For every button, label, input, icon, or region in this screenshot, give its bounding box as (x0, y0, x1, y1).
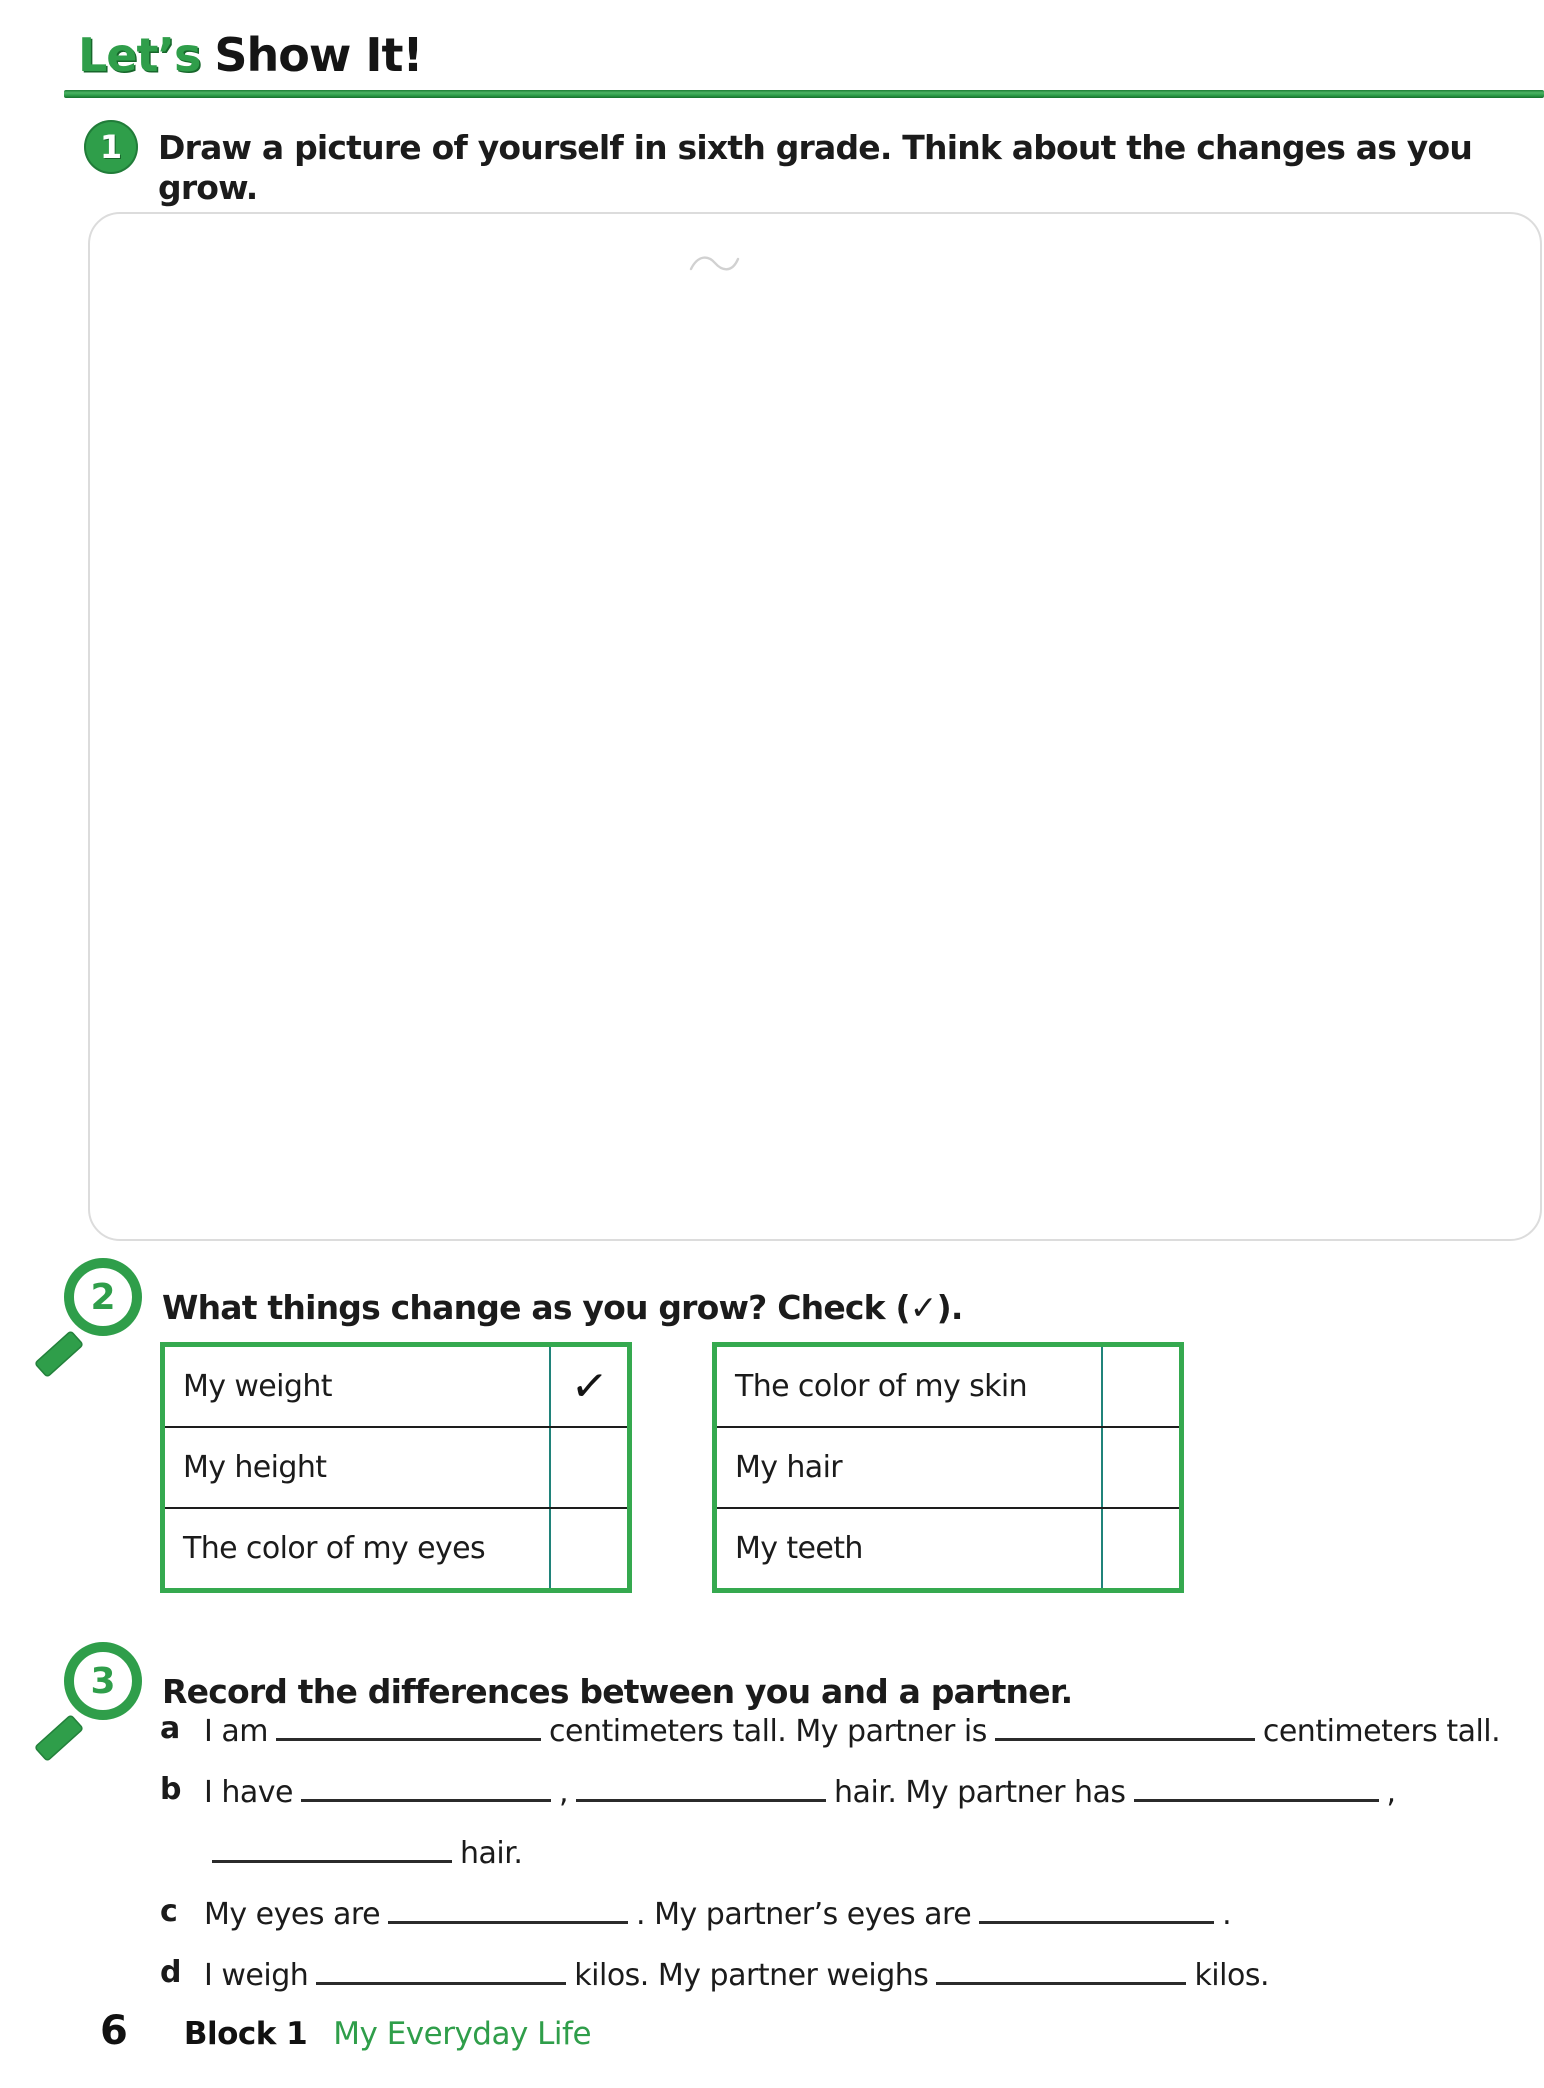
check-table (160, 1342, 632, 1593)
scan-artifact-squiggle (688, 252, 740, 276)
item-text: , (559, 1775, 569, 1810)
row-label: My weight (183, 1369, 332, 1404)
row-label: My teeth (735, 1531, 863, 1566)
check-cell (549, 1509, 627, 1588)
activity-3-magnifier-icon (38, 1640, 168, 1780)
item-body (204, 1822, 522, 1883)
page-title-green: Let’s (78, 28, 201, 82)
check-cell (549, 1347, 627, 1426)
item-text: I have (204, 1775, 293, 1810)
item-text: , (1386, 1775, 1396, 1810)
check-table (712, 1342, 1184, 1593)
activity-3-number-badge: 3 (64, 1642, 142, 1720)
item-text: . My partner’s eyes are (636, 1897, 972, 1932)
check-tables-row (160, 1342, 1184, 1593)
check-cell (1101, 1347, 1179, 1426)
blank-line (936, 1944, 1186, 1985)
item-text: kilos. (1194, 1958, 1270, 1993)
table-row (165, 1426, 627, 1507)
item-text: hair. (460, 1836, 523, 1871)
activity-3-heading: Record the differences between you and a partner. (162, 1672, 1073, 1711)
item-text: hair. My partner has (834, 1775, 1126, 1810)
page-title (78, 28, 422, 82)
magnifier-handle-icon (34, 1714, 85, 1762)
blank-line (301, 1761, 551, 1802)
item-body (204, 1700, 1500, 1761)
row-label: The color of my eyes (183, 1531, 486, 1566)
magnifier-handle-icon (34, 1330, 85, 1378)
table-row (717, 1347, 1179, 1426)
fill-item (160, 1822, 1530, 1883)
blank-line (1134, 1761, 1379, 1802)
fill-items (160, 1700, 1530, 2005)
check-cell (549, 1428, 627, 1507)
check-mark-icon: ✓ (567, 1359, 611, 1414)
activity-2-number-badge: 2 (64, 1258, 142, 1336)
row-label: The color of my skin (735, 1369, 1028, 1404)
item-body (204, 1883, 1231, 1944)
item-text: centimeters tall. (1262, 1714, 1501, 1749)
blank-line (388, 1883, 628, 1924)
item-text: kilos. My partner weighs (574, 1958, 929, 1993)
item-text: I weigh (204, 1958, 309, 1993)
page-footer (100, 2008, 591, 2054)
table-row (717, 1426, 1179, 1507)
activity-1-instruction: Draw a picture of yourself in sixth grade. Think about the changes as you grow. (158, 128, 1473, 207)
blank-line (276, 1700, 541, 1741)
activity-2-heading: What things change as you grow? Check (✓). (162, 1288, 963, 1327)
fill-item (160, 1700, 1530, 1761)
item-text: centimeters tall. My partner is (549, 1714, 987, 1749)
drawing-area-box (88, 212, 1542, 1241)
row-label: My height (183, 1450, 327, 1485)
item-letter: d (160, 1955, 182, 1990)
page-number: 6 (100, 2008, 128, 2054)
activity-1-header (84, 120, 1524, 207)
blank-line (316, 1944, 566, 1985)
fill-item (160, 1944, 1530, 2005)
fill-item (160, 1761, 1530, 1822)
check-cell (1101, 1509, 1179, 1588)
footer-block-label: Block 1 (183, 2016, 308, 2052)
row-label: My hair (735, 1450, 843, 1485)
item-body (204, 1761, 1396, 1822)
activity-1-number-badge: 1 (84, 120, 138, 174)
item-text: . (1222, 1897, 1232, 1932)
footer-block-title: My Everyday Life (333, 2016, 592, 2052)
check-cell (1101, 1428, 1179, 1507)
item-letter: a (160, 1711, 181, 1746)
item-text: My eyes are (204, 1897, 381, 1932)
activity-2-magnifier-icon (38, 1256, 168, 1396)
blank-line (995, 1700, 1255, 1741)
fill-item (160, 1883, 1530, 1944)
table-row (165, 1347, 627, 1426)
item-text: I am (204, 1714, 268, 1749)
table-row (165, 1507, 627, 1588)
table-row (717, 1507, 1179, 1588)
page-title-black: Show It! (214, 28, 423, 82)
blank-line (212, 1822, 452, 1863)
item-body (204, 1944, 1269, 2005)
header-divider-rule (64, 90, 1544, 98)
blank-line (576, 1761, 826, 1802)
item-letter: b (160, 1772, 182, 1807)
blank-line (979, 1883, 1214, 1924)
item-letter: c (160, 1894, 178, 1929)
